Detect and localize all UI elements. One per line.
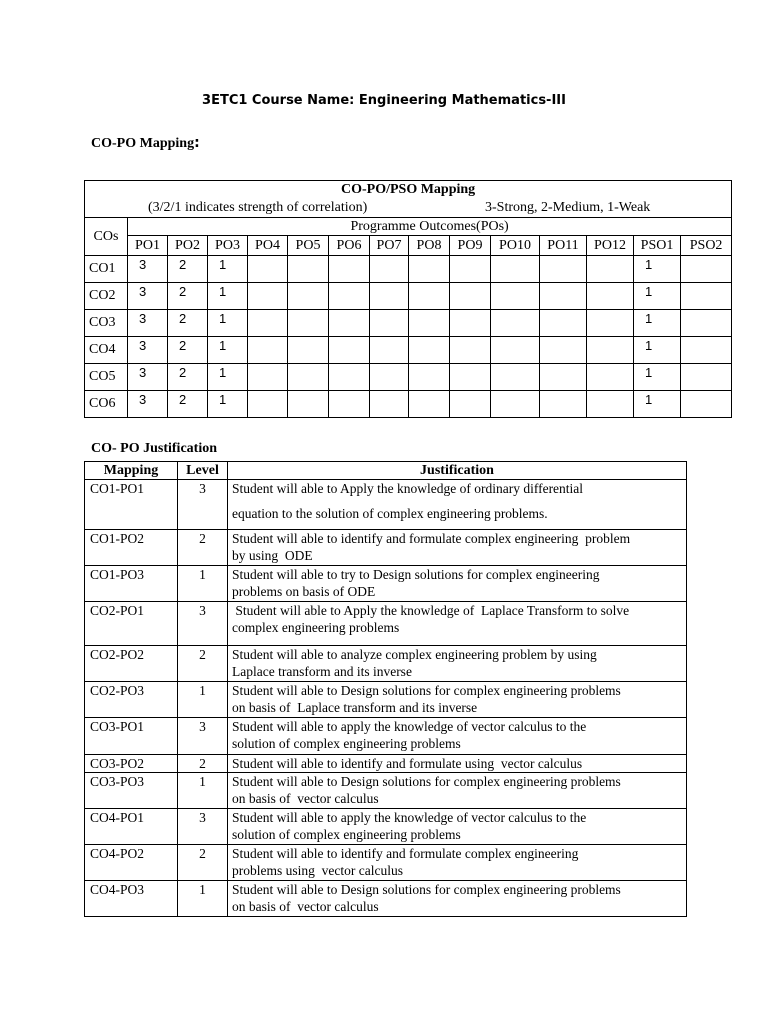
mapping-cell <box>288 256 329 283</box>
mapping-cell <box>409 364 450 391</box>
justification-row <box>85 566 687 602</box>
mapping-cell: 1 <box>634 364 681 391</box>
mapping-cell: 2 <box>168 391 208 418</box>
justification-text <box>228 682 687 718</box>
mapping-cell: 1 <box>208 256 248 283</box>
mapping-cell: 1 <box>634 391 681 418</box>
mapping-cell <box>681 256 732 283</box>
co-po-justification-table <box>84 461 687 917</box>
justification-text <box>228 566 687 602</box>
mapping-cell <box>681 310 732 337</box>
justification-line: Laplace transform and its inverse <box>232 664 412 679</box>
mapping-cell <box>491 283 540 310</box>
mapping-code: CO1-PO1 <box>85 480 178 530</box>
level-value: 1 <box>178 682 228 718</box>
mapping-cell <box>587 310 634 337</box>
mapping-cell <box>329 364 370 391</box>
mapping-cell: 3 <box>128 364 168 391</box>
mapping-cell <box>409 391 450 418</box>
mapping-cell: 1 <box>208 391 248 418</box>
mapping-cell <box>329 337 370 364</box>
justification-text <box>228 881 687 917</box>
justification-text <box>228 845 687 881</box>
mapping-cell <box>370 337 409 364</box>
column-header-po11: PO11 <box>540 236 587 256</box>
justification-line: Student will able to analyze complex engineering problem by using <box>232 647 597 662</box>
column-header-po9: PO9 <box>450 236 491 256</box>
justification-row <box>85 881 687 917</box>
mapping-heading-colon: : <box>194 135 200 151</box>
justification-row <box>85 809 687 845</box>
justification-row <box>85 773 687 809</box>
mapping-cell: 2 <box>168 283 208 310</box>
mapping-cell: 1 <box>208 283 248 310</box>
mapping-cell <box>681 337 732 364</box>
justification-line: Student will able to Design solutions for complex engineering problems <box>232 683 621 698</box>
column-header-po6: PO6 <box>329 236 370 256</box>
mapping-cell <box>587 391 634 418</box>
justification-text <box>228 755 687 773</box>
mapping-cell <box>587 337 634 364</box>
justification-line: equation to the solution of complex engineering problems. <box>232 506 548 521</box>
mapping-cell <box>248 310 288 337</box>
justification-row <box>85 682 687 718</box>
justification-heading: CO- PO Justification <box>91 441 217 456</box>
mapping-cell <box>587 364 634 391</box>
mapping-table-caption: CO-PO/PSO Mapping <box>85 181 732 200</box>
justification-line: Student will able to identify and formulate complex engineering problem <box>232 531 631 546</box>
mapping-cell <box>540 391 587 418</box>
level-value: 2 <box>178 755 228 773</box>
justification-row <box>85 845 687 881</box>
mapping-code: CO1-PO3 <box>85 566 178 602</box>
mapping-cell: 2 <box>168 256 208 283</box>
justification-text <box>228 773 687 809</box>
justification-line: Student will able to Design solutions for complex engineering problems <box>232 774 621 789</box>
mapping-cell: 3 <box>128 256 168 283</box>
mapping-cell <box>248 337 288 364</box>
co-label: CO4 <box>85 337 128 364</box>
justification-text <box>228 718 687 755</box>
mapping-cell <box>491 256 540 283</box>
mapping-code: CO4-PO3 <box>85 881 178 917</box>
level-value: 3 <box>178 602 228 646</box>
strength-note-row <box>85 199 732 218</box>
level-value: 3 <box>178 809 228 845</box>
mapping-code: CO2-PO3 <box>85 682 178 718</box>
mapping-cell <box>329 310 370 337</box>
mapping-cell <box>681 364 732 391</box>
mapping-cell <box>540 256 587 283</box>
mapping-cell <box>370 391 409 418</box>
mapping-cell <box>288 310 329 337</box>
justification-line: Student will able to Design solutions for complex engineering problems <box>232 882 621 897</box>
justification-line: problems using vector calculus <box>232 863 403 878</box>
justification-line: Student will able to apply the knowledge of vector calculus to the <box>232 719 587 734</box>
mapping-cell <box>288 337 329 364</box>
co-po-mapping-table <box>84 180 732 418</box>
mapping-cell: 1 <box>634 337 681 364</box>
mapping-code: CO1-PO2 <box>85 530 178 566</box>
mapping-row <box>85 364 732 391</box>
justification-row <box>85 718 687 755</box>
mapping-heading <box>91 135 200 152</box>
mapping-cell <box>540 364 587 391</box>
justification-text <box>228 480 687 530</box>
co-label: CO5 <box>85 364 128 391</box>
column-header-po2: PO2 <box>168 236 208 256</box>
mapping-cell: 3 <box>128 337 168 364</box>
mapping-cell <box>329 256 370 283</box>
mapping-cell <box>288 364 329 391</box>
justification-line: Student will able to Apply the knowledge of ordinary differential <box>232 481 584 496</box>
column-header-po5: PO5 <box>288 236 329 256</box>
mapping-cell <box>450 337 491 364</box>
mapping-row <box>85 310 732 337</box>
justification-text <box>228 602 687 646</box>
mapping-cell <box>370 364 409 391</box>
column-header-po8: PO8 <box>409 236 450 256</box>
justification-row <box>85 755 687 773</box>
mapping-cell <box>540 337 587 364</box>
mapping-cell <box>248 256 288 283</box>
justification-text <box>228 530 687 566</box>
mapping-row <box>85 256 732 283</box>
cos-header: COs <box>85 218 128 256</box>
level-value: 1 <box>178 566 228 602</box>
mapping-code: CO3-PO1 <box>85 718 178 755</box>
mapping-cell <box>540 310 587 337</box>
level-value: 2 <box>178 845 228 881</box>
justification-row <box>85 530 687 566</box>
mapping-cell: 2 <box>168 337 208 364</box>
mapping-cell <box>540 283 587 310</box>
justification-row <box>85 646 687 682</box>
mapping-cell: 3 <box>128 391 168 418</box>
justification-line: on basis of Laplace transform and its inverse <box>232 700 478 715</box>
justification-line: problems on basis of ODE <box>232 584 376 599</box>
mapping-cell <box>491 391 540 418</box>
mapping-cell: 3 <box>128 310 168 337</box>
mapping-row <box>85 337 732 364</box>
mapping-row <box>85 391 732 418</box>
co-label: CO1 <box>85 256 128 283</box>
mapping-cell <box>409 337 450 364</box>
justification-line: solution of complex engineering problems <box>232 736 461 751</box>
mapping-cell: 1 <box>634 310 681 337</box>
mapping-cell <box>587 256 634 283</box>
mapping-cell <box>329 391 370 418</box>
justification-line: Student will able to identify and formulate using vector calculus <box>232 756 583 771</box>
mapping-code: CO2-PO1 <box>85 602 178 646</box>
column-header-po1: PO1 <box>128 236 168 256</box>
mapping-cell <box>248 283 288 310</box>
header-mapping: Mapping <box>85 462 178 480</box>
mapping-cell <box>370 310 409 337</box>
justification-text <box>228 809 687 845</box>
mapping-cell: 1 <box>634 256 681 283</box>
level-value: 2 <box>178 530 228 566</box>
mapping-cell <box>288 283 329 310</box>
mapping-cell <box>370 283 409 310</box>
level-value: 3 <box>178 480 228 530</box>
mapping-cell <box>681 283 732 310</box>
mapping-cell <box>450 283 491 310</box>
header-justification: Justification <box>228 462 687 480</box>
mapping-heading-text: CO-PO Mapping <box>91 136 195 151</box>
justification-line: complex engineering problems <box>232 620 400 635</box>
mapping-cell <box>681 391 732 418</box>
mapping-code: CO3-PO3 <box>85 773 178 809</box>
mapping-cell <box>491 310 540 337</box>
mapping-row <box>85 283 732 310</box>
mapping-cell: 2 <box>168 364 208 391</box>
document-title: 3ETC1 Course Name: Engineering Mathematics-III <box>202 93 566 108</box>
co-label: CO2 <box>85 283 128 310</box>
justification-line: Student will able to Apply the knowledge of Laplace Transform to solve <box>232 603 630 618</box>
justification-line: by using ODE <box>232 548 313 563</box>
mapping-cell <box>491 364 540 391</box>
justification-row <box>85 602 687 646</box>
mapping-cell <box>370 256 409 283</box>
mapping-cell: 3 <box>128 283 168 310</box>
mapping-cell: 1 <box>208 364 248 391</box>
column-header-po4: PO4 <box>248 236 288 256</box>
mapping-code: CO2-PO2 <box>85 646 178 682</box>
mapping-cell: 2 <box>168 310 208 337</box>
mapping-cell <box>491 337 540 364</box>
level-value: 1 <box>178 773 228 809</box>
level-value: 2 <box>178 646 228 682</box>
column-header-po10: PO10 <box>491 236 540 256</box>
level-value: 1 <box>178 881 228 917</box>
column-header-pso1: PSO1 <box>634 236 681 256</box>
justification-text <box>228 646 687 682</box>
column-header-po7: PO7 <box>370 236 409 256</box>
strength-note: (3/2/1 indicates strength of correlation) <box>148 200 368 215</box>
mapping-cell <box>409 310 450 337</box>
column-header-po3: PO3 <box>208 236 248 256</box>
mapping-cell <box>409 283 450 310</box>
programme-outcomes-caption: Programme Outcomes(POs) <box>128 218 732 236</box>
mapping-code: CO4-PO1 <box>85 809 178 845</box>
justification-line: Student will able to apply the knowledge of vector calculus to the <box>232 810 587 825</box>
column-header-po12: PO12 <box>587 236 634 256</box>
mapping-cell <box>248 364 288 391</box>
justification-line: on basis of vector calculus <box>232 899 379 914</box>
strength-scale: 3-Strong, 2-Medium, 1-Weak <box>485 200 651 215</box>
mapping-cell: 1 <box>208 310 248 337</box>
mapping-code: CO3-PO2 <box>85 755 178 773</box>
justification-line: on basis of vector calculus <box>232 791 379 806</box>
mapping-cell <box>450 391 491 418</box>
mapping-cell <box>587 283 634 310</box>
justification-line: solution of complex engineering problems <box>232 827 461 842</box>
mapping-cell <box>248 391 288 418</box>
header-level: Level <box>178 462 228 480</box>
mapping-cell <box>450 310 491 337</box>
mapping-cell <box>450 364 491 391</box>
co-label: CO3 <box>85 310 128 337</box>
mapping-cell: 1 <box>208 337 248 364</box>
mapping-cell <box>450 256 491 283</box>
mapping-cell <box>288 391 329 418</box>
level-value: 3 <box>178 718 228 755</box>
column-header-pso2: PSO2 <box>681 236 732 256</box>
co-label: CO6 <box>85 391 128 418</box>
mapping-cell <box>409 256 450 283</box>
justification-row <box>85 480 687 530</box>
justification-line: Student will able to identify and formulate complex engineering <box>232 846 579 861</box>
mapping-code: CO4-PO2 <box>85 845 178 881</box>
justification-line: Student will able to try to Design solutions for complex engineering <box>232 567 600 582</box>
mapping-cell <box>329 283 370 310</box>
mapping-cell: 1 <box>634 283 681 310</box>
